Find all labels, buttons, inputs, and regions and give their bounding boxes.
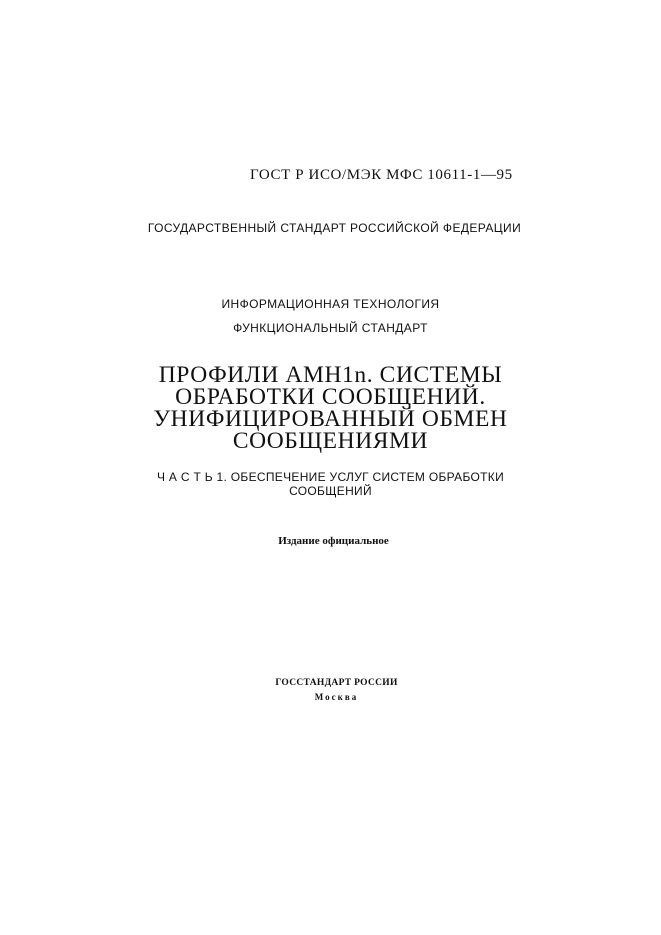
state-standard-heading: ГОСУДАРСТВЕННЫЙ СТАНДАРТ РОССИЙСКОЙ ФЕДЕРАЦИИ xyxy=(147,221,522,235)
title-line-3: УНИФИЦИРОВАННЫЙ ОБМЕН xyxy=(153,406,508,432)
title-line-2: ОБРАБОТКИ СООБЩЕНИЙ. xyxy=(175,384,486,410)
publisher-city: Москва xyxy=(314,692,359,702)
part-line-1: Ч А С Т Ь 1. ОБЕСПЕЧЕНИЕ УСЛУГ СИСТЕМ ОБРАБОТКИ xyxy=(157,470,504,484)
subject-line-2: ФУНКЦИОНАЛЬНЫЙ СТАНДАРТ xyxy=(233,321,428,335)
part-line-2: СООБЩЕНИЙ xyxy=(289,484,372,498)
subject-line-1: ИНФОРМАЦИОННАЯ ТЕХНОЛОГИЯ xyxy=(221,297,440,311)
edition-label: Издание официальное xyxy=(278,535,389,547)
standard-designation: ГОСТ Р ИСО/МЭК МФС 10611-1—95 xyxy=(250,167,513,183)
publisher-name: ГОССТАНДАРТ РОССИИ xyxy=(275,678,398,688)
title-line-1: ПРОФИЛИ АМН1n. СИСТЕМЫ xyxy=(158,362,503,388)
title-line-4: СООБЩЕНИЯМИ xyxy=(232,428,429,454)
